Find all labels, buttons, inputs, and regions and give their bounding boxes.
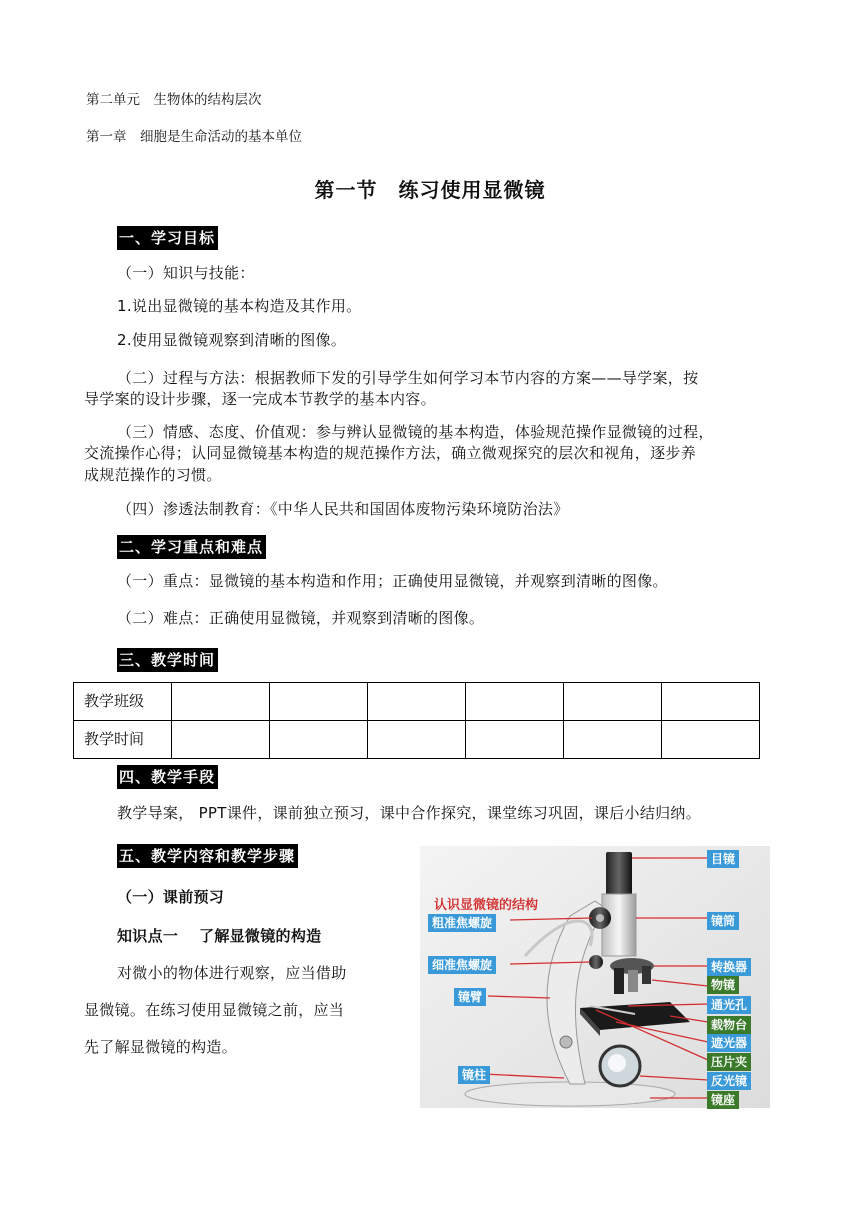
chapter-header: 第一章 细胞是生命活动的基本单位	[86, 129, 302, 145]
paragraph: 先了解显微镜的构造。	[84, 1038, 238, 1056]
label-aperture: 通光孔	[707, 996, 751, 1014]
table-cell[interactable]	[368, 683, 466, 721]
label-fine-focus: 细准焦螺旋	[428, 956, 496, 974]
label-objective: 物镜	[707, 976, 739, 994]
label-clip: 压片夹	[707, 1053, 751, 1071]
paragraph: （二）过程与方法：根据教师下发的引导学生如何学习本节内容的方案——导学案，按	[117, 369, 699, 387]
label-tube: 镜筒	[707, 912, 739, 930]
paragraph: （二）难点：正确使用显微镜，并观察到清晰的图像。	[117, 609, 485, 627]
label-pillar: 镜柱	[458, 1066, 490, 1084]
paragraph: 对微小的物体进行观察，应当借助	[117, 964, 347, 982]
paragraph: （一）知识与技能：	[117, 264, 255, 282]
paragraph: （四）渗透法制教育：《中华人民共和国固体废物污染环境防治法》	[117, 500, 569, 518]
section-heading-methods: 四、教学手段	[117, 765, 218, 789]
paragraph: 成规范操作的习惯。	[84, 466, 222, 484]
label-diaphragm: 遮光器	[707, 1034, 751, 1052]
schedule-table	[73, 682, 760, 759]
knowledge-point-title: 知识点一 了解显微镜的构造	[117, 927, 322, 945]
figure-caption: 认识显微镜的结构	[434, 898, 539, 913]
section-heading-key-points: 二、学习重点和难点	[117, 535, 266, 559]
paragraph: 交流操作心得；认同显微镜基本构造的规范操作方法，确立微观探究的层次和视角，逐步养	[84, 444, 697, 462]
table-cell[interactable]	[662, 683, 760, 721]
paragraph: （一）重点：显微镜的基本构造和作用；正确使用显微镜，并观察到清晰的图像。	[117, 572, 668, 590]
table-cell[interactable]	[172, 721, 270, 759]
microscope-figure	[420, 846, 770, 1116]
table-cell[interactable]	[368, 721, 466, 759]
section-heading-goals: 一、学习目标	[117, 226, 218, 250]
unit-header: 第二单元 生物体的结构层次	[86, 92, 262, 108]
subsection-title: （一）课前预习	[117, 888, 225, 906]
table-cell[interactable]	[270, 721, 368, 759]
label-mirror: 反光镜	[707, 1072, 751, 1090]
table-cell-label: 教学时间	[74, 721, 172, 759]
table-cell[interactable]	[564, 683, 662, 721]
table-cell[interactable]	[466, 683, 564, 721]
label-nosepiece: 转换器	[707, 958, 751, 976]
paragraph: 显微镜。在练习使用显微镜之前，应当	[84, 1001, 345, 1019]
paragraph: 导学案的设计步骤，逐一完成本节教学的基本内容。	[84, 390, 436, 408]
table-cell[interactable]	[270, 683, 368, 721]
page-title: 第一节 练习使用显微镜	[314, 178, 546, 202]
paragraph: 1.说出显微镜的基本构造及其作用。	[117, 297, 362, 315]
paragraph: 教学导案， PPT课件，课前独立预习，课中合作探究，课堂练习巩固，课后小结归纳。	[117, 804, 702, 822]
label-base: 镜座	[707, 1091, 739, 1109]
table-cell[interactable]	[564, 721, 662, 759]
table-row	[74, 721, 760, 759]
table-cell-label: 教学班级	[74, 683, 172, 721]
label-stage: 载物台	[707, 1016, 751, 1034]
table-cell[interactable]	[172, 683, 270, 721]
label-arm: 镜臂	[454, 988, 486, 1006]
table-row	[74, 683, 760, 721]
label-coarse-focus: 粗准焦螺旋	[428, 914, 496, 932]
paragraph: （三）情感、态度、价值观：参与辨认显微镜的基本构造，体验规范操作显微镜的过程，	[117, 423, 714, 441]
paragraph: 2.使用显微镜观察到清晰的图像。	[117, 331, 347, 349]
table-cell[interactable]	[662, 721, 760, 759]
section-heading-steps: 五、教学内容和教学步骤	[117, 844, 298, 868]
table-cell[interactable]	[466, 721, 564, 759]
label-eyepiece: 目镜	[707, 850, 739, 868]
section-heading-time: 三、教学时间	[117, 648, 218, 672]
